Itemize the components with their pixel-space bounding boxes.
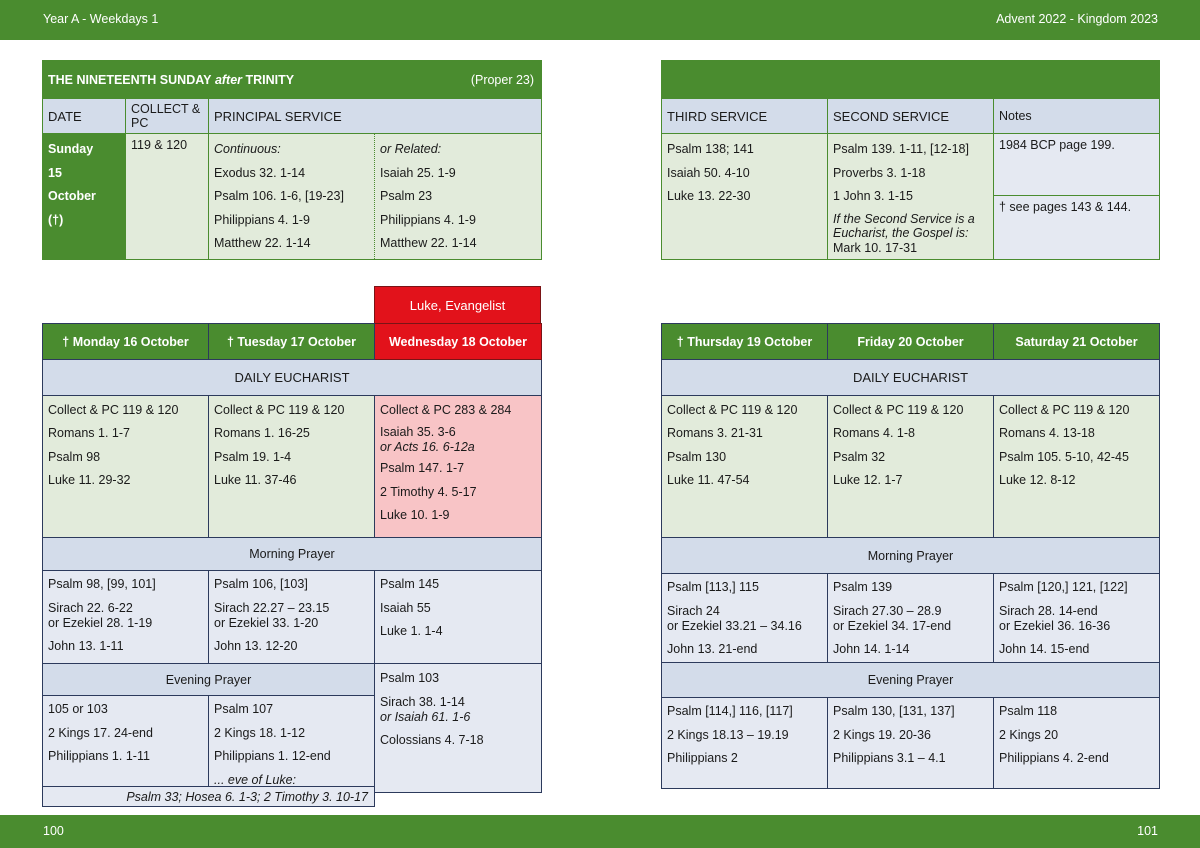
reading: Sirach 22. 6-22 xyxy=(48,600,133,615)
reading: Luke 11. 37-46 xyxy=(214,472,297,487)
continuous-label: Continuous: xyxy=(214,142,281,156)
morning-prayer-cell xyxy=(43,571,209,664)
morning-prayer-heading: Morning Prayer xyxy=(662,538,1160,574)
reading: Psalm 106, [103] xyxy=(214,577,308,591)
reading: Isaiah 25. 1-9 xyxy=(380,165,456,180)
reading: Isaiah 35. 3-6 xyxy=(380,425,456,440)
second-service-cell xyxy=(828,134,994,260)
reading: Philippians 4. 2-end xyxy=(999,751,1109,765)
note-text: 1984 BCP page 199. xyxy=(999,138,1115,152)
notes-cell xyxy=(994,196,1160,260)
reading: Sirach 27.30 – 28.9 xyxy=(833,603,942,618)
date-header: DATE xyxy=(43,99,126,134)
day-heading: † Tuesday 17 October xyxy=(209,324,375,360)
reading: Collect & PC 283 & 284 xyxy=(380,403,512,417)
eucharist-cell xyxy=(375,396,542,538)
page-footer xyxy=(0,815,1200,848)
reading: John 13. 12-20 xyxy=(214,638,298,653)
second-service-header: SECOND SERVICE xyxy=(828,99,994,134)
reading: Psalm 32 xyxy=(833,449,886,464)
sunday-blank-bar xyxy=(662,61,1160,99)
related-label: or Related: xyxy=(380,142,442,156)
eucharist-heading: DAILY EUCHARIST xyxy=(43,360,542,396)
morning-prayer-cell xyxy=(662,574,828,663)
reading: 1 John 3. 1-15 xyxy=(833,189,913,203)
continuous-cell xyxy=(209,134,375,260)
reading-alternative: or Ezekiel 36. 16-36 xyxy=(999,618,1111,633)
sunday-proper: (Proper 23) xyxy=(470,72,535,87)
reading: Luke 1. 1-4 xyxy=(380,624,443,638)
related-cell xyxy=(375,134,542,260)
reading: Psalm [113,] 115 xyxy=(667,580,759,594)
reading: Philippians 4. 1-9 xyxy=(214,212,310,227)
eve-of-luke-readings: Psalm 33; Hosea 6. 1-3; 2 Timothy 3. 10-17 xyxy=(42,786,375,807)
reading-alternative: or Ezekiel 28. 1-19 xyxy=(48,615,153,630)
reading: Collect & PC 119 & 120 xyxy=(833,403,964,417)
left-week-table xyxy=(42,323,542,793)
reading: Colossians 4. 7-18 xyxy=(380,732,484,747)
reading: Psalm 106. 1-6, [19-23] xyxy=(214,189,344,203)
reading: 2 Kings 20 xyxy=(999,727,1059,742)
reading: John 13. 21-end xyxy=(667,641,758,656)
sunday-principal-table xyxy=(42,60,542,260)
header-left: Year A - Weekdays 1 xyxy=(43,12,159,26)
reading-alternative: or Ezekiel 33. 1-20 xyxy=(214,615,319,630)
reading: John 14. 15-end xyxy=(999,641,1090,656)
reading: Romans 4. 13-18 xyxy=(999,426,1095,441)
reading: Isaiah 55 xyxy=(380,600,431,615)
reading: Sirach 28. 14-end xyxy=(999,603,1098,618)
date-line: (†) xyxy=(48,212,64,227)
reading: Psalm 130 xyxy=(667,449,727,464)
reading: Psalm 98, [99, 101] xyxy=(48,577,156,591)
reading: Exodus 32. 1-14 xyxy=(214,165,306,180)
reading: Psalm 103 xyxy=(380,671,440,685)
reading: Philippians 2 xyxy=(667,751,738,765)
day-heading: † Thursday 19 October xyxy=(662,324,828,360)
gospel-reading: Mark 10. 17-31 xyxy=(833,240,918,255)
reading: Romans 3. 21-31 xyxy=(667,426,763,441)
reading: Psalm [114,] 116, [117] xyxy=(667,704,793,718)
right-week-table xyxy=(661,323,1160,789)
eve-label: ... eve of Luke: xyxy=(214,772,296,787)
day-heading: Friday 20 October xyxy=(828,324,994,360)
reading-alternative: or Acts 16. 6-12a xyxy=(380,439,475,454)
reading: Psalm 105. 5-10, 42-45 xyxy=(999,449,1129,464)
reading: Philippians 3.1 – 4.1 xyxy=(833,751,946,765)
reading: Luke 12. 8-12 xyxy=(999,472,1076,487)
eucharist-cell xyxy=(828,396,994,538)
reading: Psalm 139. 1-11, [12-18] xyxy=(833,142,969,156)
reading: Psalm 130, [131, 137] xyxy=(833,704,955,718)
evening-prayer-cell xyxy=(375,664,542,793)
principal-header: PRINCIPAL SERVICE xyxy=(209,99,542,134)
date-line: 15 xyxy=(48,165,62,180)
morning-prayer-cell xyxy=(994,574,1160,663)
reading: Philippians 4. 1-9 xyxy=(380,212,476,227)
sunday-other-services-table xyxy=(661,60,1160,260)
eucharist-heading: DAILY EUCHARIST xyxy=(662,360,1160,396)
feast-label: Luke, Evangelist xyxy=(374,286,541,324)
reading: 2 Kings 19. 20-36 xyxy=(833,727,931,742)
reading: Collect & PC 119 & 120 xyxy=(667,403,798,417)
reading: Psalm 19. 1-4 xyxy=(214,449,292,464)
date-line: October xyxy=(48,189,96,203)
reading: Psalm 138; 141 xyxy=(667,142,754,156)
reading: Luke 11. 29-32 xyxy=(48,472,131,487)
reading: Psalm 145 xyxy=(380,577,440,591)
note-text: † see pages 143 & 144. xyxy=(999,200,1132,214)
reading: John 14. 1-14 xyxy=(833,641,910,656)
reading: Philippians 1. 12-end xyxy=(214,749,331,763)
reading-alternative: or Ezekiel 33.21 – 34.16 xyxy=(667,618,802,633)
reading: Romans 1. 16-25 xyxy=(214,426,310,441)
sunday-title-end: TRINITY xyxy=(245,72,295,87)
sunday-title: THE NINETEENTH SUNDAY xyxy=(48,72,212,87)
reading-alternative: or Isaiah 61. 1-6 xyxy=(380,709,471,724)
page-number-right: 101 xyxy=(1137,824,1158,838)
reading: Collect & PC 119 & 120 xyxy=(999,403,1130,417)
collect-value: 119 & 120 xyxy=(131,138,188,152)
eucharist-cell xyxy=(43,396,209,538)
reading: Luke 13. 22-30 xyxy=(667,189,751,203)
reading: Sirach 22.27 – 23.15 xyxy=(214,600,330,615)
morning-prayer-cell xyxy=(375,571,542,664)
reading: Luke 12. 1-7 xyxy=(833,472,903,487)
evening-prayer-heading: Evening Prayer xyxy=(43,664,375,696)
reading: 105 or 103 xyxy=(48,702,108,716)
page-number-left: 100 xyxy=(43,824,64,838)
sunday-title-after: after xyxy=(214,72,243,87)
header-right: Advent 2022 - Kingdom 2023 xyxy=(996,12,1158,26)
sunday-date-cell xyxy=(43,134,126,260)
morning-prayer-heading: Morning Prayer xyxy=(43,538,542,571)
third-service-cell xyxy=(662,134,828,260)
collect-header: COLLECT & PC xyxy=(126,99,209,134)
date-line: Sunday xyxy=(48,142,94,156)
reading-alternative: or Ezekiel 34. 17-end xyxy=(833,618,952,633)
reading: Philippians 1. 1-11 xyxy=(48,749,150,763)
eucharist-cell xyxy=(994,396,1160,538)
reading: 2 Kings 17. 24-end xyxy=(48,725,153,740)
morning-prayer-cell xyxy=(828,574,994,663)
evening-prayer-heading: Evening Prayer xyxy=(662,663,1160,698)
reading: Luke 10. 1-9 xyxy=(380,507,450,522)
reading: Psalm 98 xyxy=(48,449,101,464)
eucharist-note: If the Second Service is a Eucharist, the Gospel is: xyxy=(833,211,975,240)
day-heading: † Monday 16 October xyxy=(43,324,209,360)
evening-prayer-cell xyxy=(828,698,994,789)
reading: Sirach 38. 1-14 xyxy=(380,694,465,709)
reading: Psalm 23 xyxy=(380,189,433,203)
evening-prayer-cell xyxy=(662,698,828,789)
evening-prayer-cell xyxy=(209,696,375,793)
reading: 2 Kings 18.13 – 19.19 xyxy=(667,727,789,742)
reading: 2 Kings 18. 1-12 xyxy=(214,725,306,740)
reading: Psalm [120,] 121, [122] xyxy=(999,580,1128,594)
reading: Collect & PC 119 & 120 xyxy=(48,403,179,417)
sunday-title-bar xyxy=(43,61,542,99)
reading: Collect & PC 119 & 120 xyxy=(214,403,345,417)
reading: Proverbs 3. 1-18 xyxy=(833,165,926,180)
morning-prayer-cell xyxy=(209,571,375,664)
evening-prayer-cell xyxy=(994,698,1160,789)
eucharist-cell xyxy=(209,396,375,538)
reading: Psalm 139 xyxy=(833,580,893,594)
reading: Isaiah 50. 4-10 xyxy=(667,165,750,180)
page-header xyxy=(0,0,1200,40)
reading: Luke 11. 47-54 xyxy=(667,472,750,487)
eucharist-cell xyxy=(662,396,828,538)
reading: Psalm 147. 1-7 xyxy=(380,461,465,476)
reading: John 13. 1-11 xyxy=(48,638,124,653)
reading: Sirach 24 xyxy=(667,603,720,618)
reading: Romans 1. 1-7 xyxy=(48,426,130,441)
reading: Psalm 107 xyxy=(214,702,274,716)
third-service-header: THIRD SERVICE xyxy=(662,99,828,134)
reading: Matthew 22. 1-14 xyxy=(380,236,477,250)
reading: Matthew 22. 1-14 xyxy=(214,236,311,250)
reading: 2 Timothy 4. 5-17 xyxy=(380,484,477,499)
notes-header: Notes xyxy=(994,99,1160,134)
sunday-collect-cell xyxy=(126,134,209,260)
reading: Romans 4. 1-8 xyxy=(833,426,915,441)
notes-cell xyxy=(994,134,1160,196)
reading: Psalm 118 xyxy=(999,704,1058,718)
evening-prayer-cell xyxy=(43,696,209,793)
day-heading: Saturday 21 October xyxy=(994,324,1160,360)
day-heading: Wednesday 18 October xyxy=(375,324,542,360)
